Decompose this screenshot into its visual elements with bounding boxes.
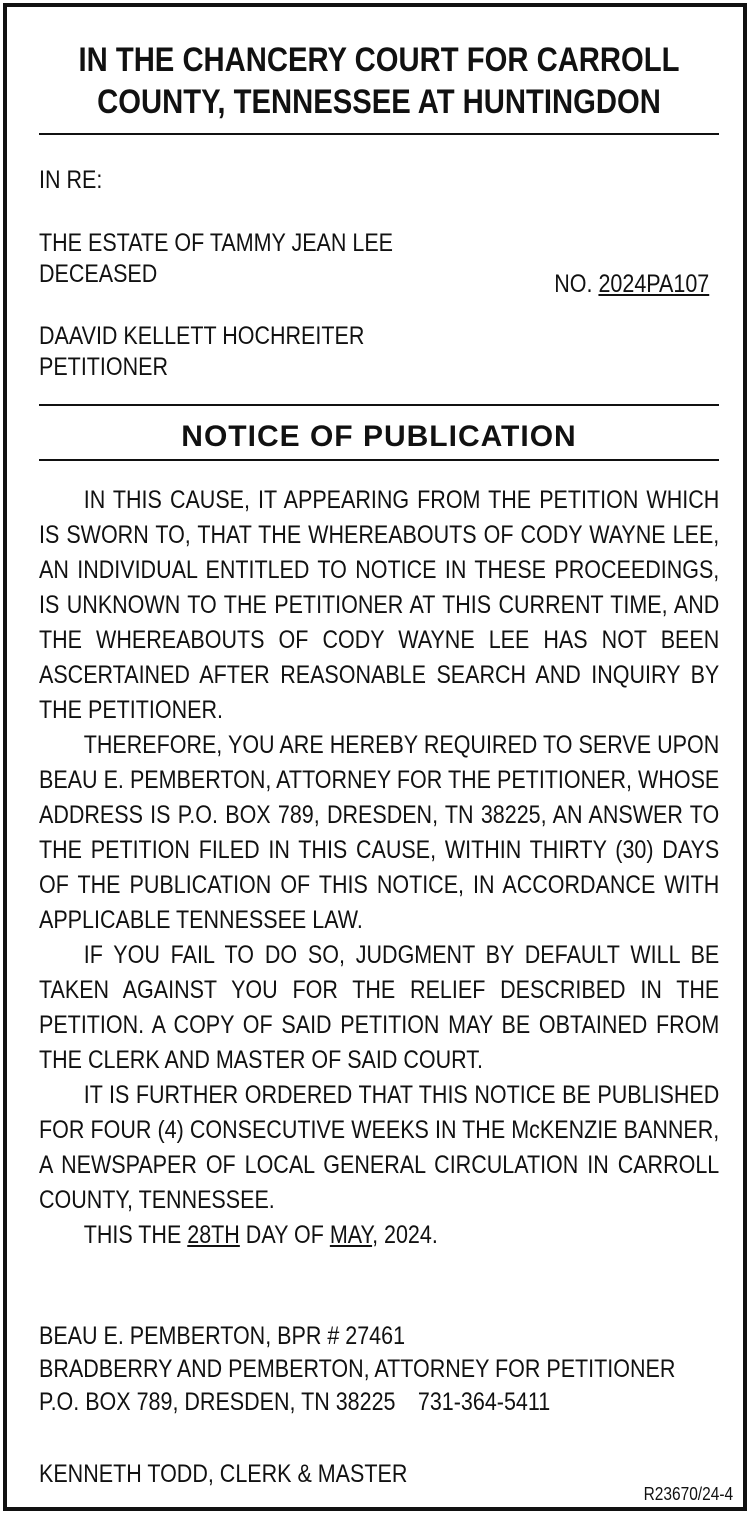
notice-frame	[3, 3, 747, 1511]
notice-paragraph-2: THEREFORE, YOU ARE HEREBY REQUIRED TO SERVE UPON BEAU E. PEMBERTON, ATTORNEY FOR THE PETITIONER, WHOSE ADDRESS IS P.O. BOX 789, DRESDEN, TN 38225, AN ANSWER TO THE PETITION FILED IN THIS CAUSE, WITHIN THIRTY (30) DAYS OF THE PUBLICATION OF THIS NOTICE, IN ACCORDANCE WITH APPLICABLE TENNESSEE LAW.	[39, 731, 720, 934]
court-title-line-1: IN THE CHANCERY COURT FOR CARROLL	[78, 41, 680, 79]
header-divider	[39, 133, 719, 135]
court-title-line-2: COUNTY, TENNESSEE AT HUNTINGDON	[97, 83, 661, 121]
date-month: MAY	[329, 1221, 373, 1249]
notice-body	[39, 483, 719, 1253]
notice-paragraph-4: IT IS FURTHER ORDERED THAT THIS NOTICE BE PUBLISHED FOR FOUR (4) CONSECUTIVE WEEKS IN THE McKENZIE BANNER, A NEWSPAPER OF LOCAL GENERAL CIRCULATION IN CARROLL COUNTY, TENNESSEE.	[39, 1081, 720, 1214]
date-day: 28TH	[187, 1221, 240, 1249]
estate-name: THE ESTATE OF TAMMY JEAN LEE	[39, 229, 394, 257]
attorney-contact-line	[39, 1387, 550, 1418]
court-title	[59, 39, 699, 123]
notice-paragraph-3: IF YOU FAIL TO DO SO, JUDGMENT BY DEFAULT WILL BE TAKEN AGAINST YOU FOR THE RELIEF DESCRIBED IN THE PETITION. A COPY OF SAID PETITION MAY BE OBTAINED FROM THE CLERK AND MASTER OF SAID COURT.	[39, 941, 720, 1074]
notice-title-bottom-divider	[39, 459, 719, 461]
attorney-phone: 731-364-5411	[417, 1388, 551, 1416]
notice-paragraph-1: IN THIS CAUSE, IT APPEARING FROM THE PETITION WHICH IS SWORN TO, THAT THE WHEREABOUTS OF CODY WAYNE LEE, AN INDIVIDUAL ENTITLED TO NOTICE IN THESE PROCEEDINGS, IS UNKNOWN TO THE PETITIONER AT THIS CURRENT TIME, AND THE WHEREABOUTS OF CODY WAYNE LEE HAS NOT BEEN ASCERTAINED AFTER REASONABLE SEARCH AND INQUIRY BY THE PETITIONER.	[39, 486, 720, 724]
date-suffix: , 2024.	[372, 1221, 438, 1249]
deceased-label: DECEASED	[39, 260, 158, 288]
notice-date-line	[39, 1218, 719, 1253]
attorney-address: P.O. BOX 789, DRESDEN, TN 38225	[39, 1388, 396, 1416]
case-number	[554, 269, 709, 300]
date-prefix: THIS THE	[83, 1221, 188, 1249]
date-mid: DAY OF	[239, 1221, 330, 1249]
notice-title-top-divider	[39, 404, 719, 406]
case-number-value: 2024PA107	[598, 270, 709, 298]
attorney-name-line: BEAU E. PEMBERTON, BPR # 27461	[39, 1322, 406, 1350]
case-number-prefix: NO.	[553, 270, 593, 298]
notice-title: NOTICE OF PUBLICATION	[181, 420, 577, 453]
petitioner-label: PETITIONER	[39, 353, 169, 381]
petitioner-name: DAAVID KELLETT HOCHREITER	[39, 322, 365, 350]
clerk-line: KENNETH TODD, CLERK & MASTER	[39, 1460, 408, 1488]
in-re-label: IN RE:	[39, 166, 103, 194]
attorney-firm-line: BRADBERRY AND PEMBERTON, ATTORNEY FOR PETITIONER	[39, 1355, 676, 1383]
reference-code: R23670/24-4	[643, 1484, 733, 1504]
